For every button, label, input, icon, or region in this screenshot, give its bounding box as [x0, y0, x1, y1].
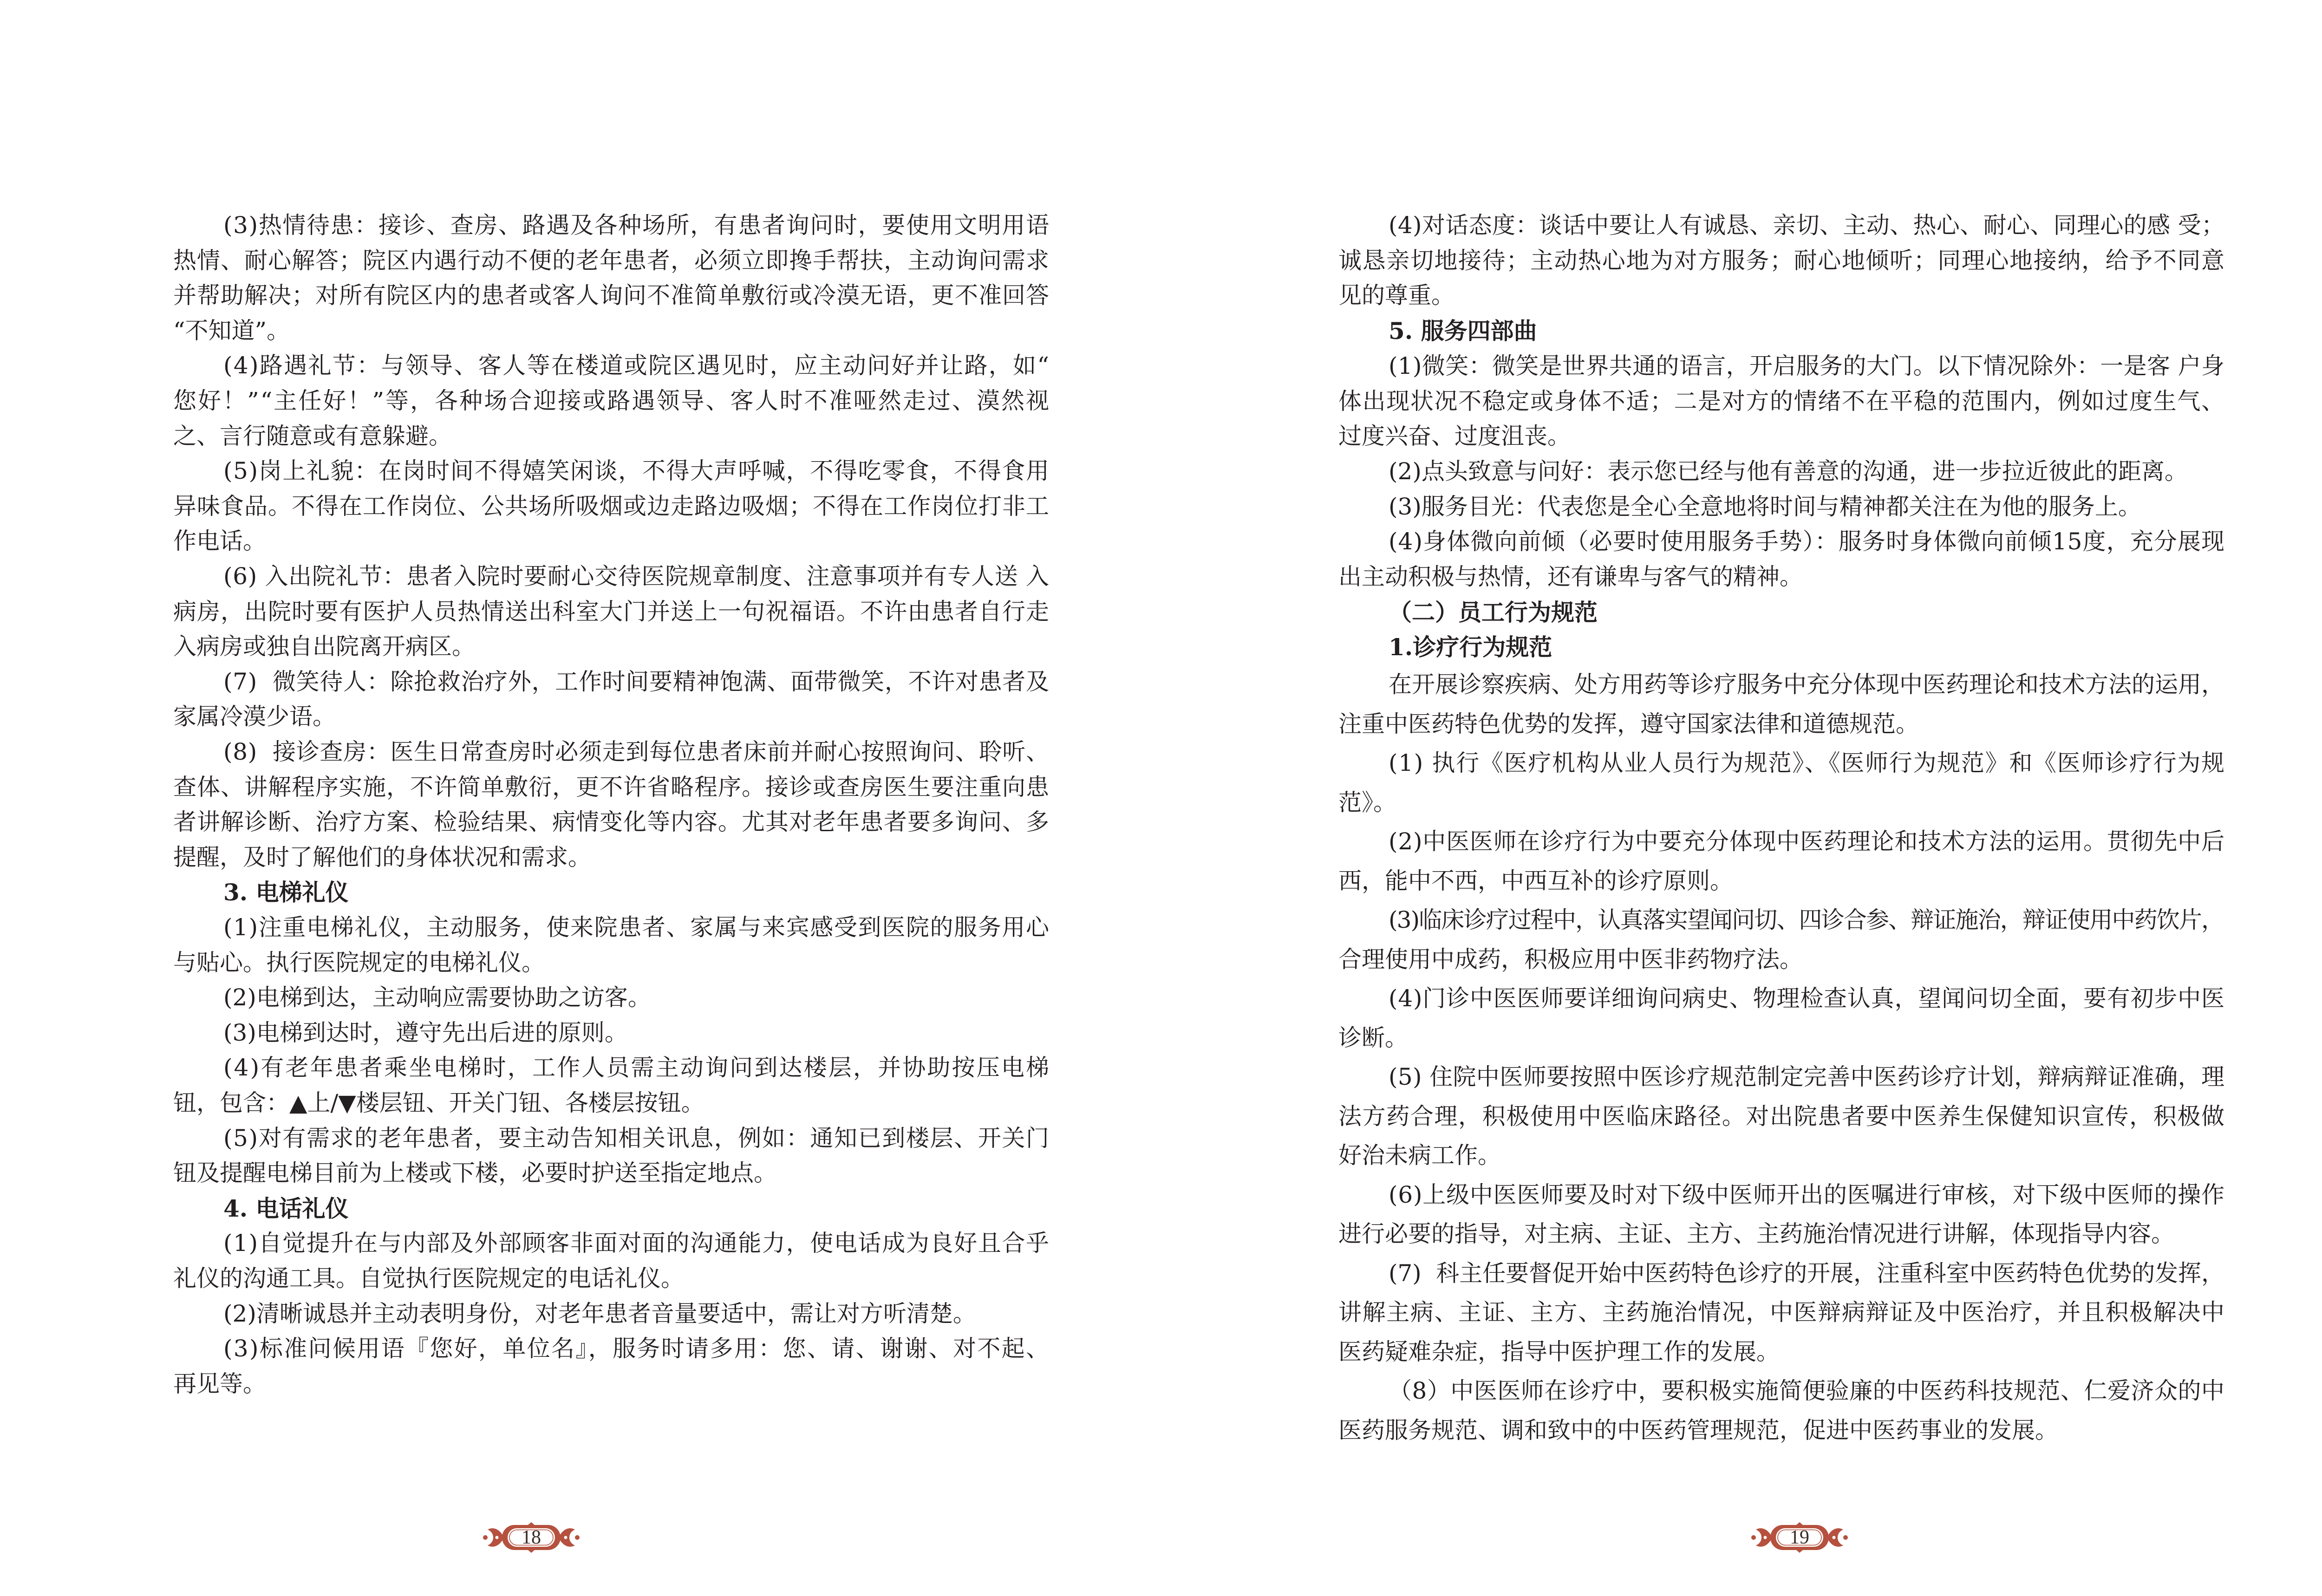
heading-text: 4. 电话礼仪 — [223, 1194, 349, 1222]
heading-text: （二）员工行为规范 — [1389, 598, 1598, 626]
text-line: 医药服务规范、调和致中的中医药管理规范，促进中医药事业的发展。 — [1338, 1416, 2058, 1444]
text-line: 钮，包含：▲上/▼楼层钮、开关门钮、各楼层按钮。 — [173, 1089, 704, 1116]
text-line: 好治未病工作。 — [1338, 1142, 1501, 1169]
text-line: 热情、耐心解答；院区内遇行动不便的老年患者，必须立即搀手帮扶，主动询问需求 — [173, 247, 1050, 274]
text-line: (5) 住院中医师要按照中医诊疗规范制定完善中医药诊疗计划，辩病辩证准确，理 — [1389, 1063, 2225, 1091]
page-number: 19 — [1790, 1527, 1809, 1548]
text-line: (4)门诊中医医师要详细询问病史、物理检查认真，望闻问切全面，要有初步中医 — [1389, 985, 2225, 1012]
heading-text: 5. 服务四部曲 — [1389, 317, 1537, 345]
text-line: 并帮助解决；对所有院区内的患者或客人询问不准简单敷衍或冷漠无语，更不准回答 — [173, 282, 1050, 309]
text-line: 法方药合理，积极使用中医临床路径。对出院患者要中医养生保健知识宣传，积极做 — [1338, 1102, 2225, 1130]
text-line: 再见等。 — [173, 1370, 266, 1397]
text-line: (4)身体微向前倾（必要时使用服务手势）：服务时身体微向前倾15度，充分展现 — [1389, 528, 2225, 555]
text-line: (2)中医医师在诊疗行为中要充分体现中医药理论和技术方法的运用。贯彻先中后 — [1389, 828, 2225, 855]
page-number: 18 — [522, 1527, 541, 1548]
text-line: 范》。 — [1338, 788, 1396, 816]
text-line: 合理使用中成药，积极应用中医非药物疗法。 — [1338, 945, 1803, 973]
text-line: (3)临床诊疗过程中，认真落实望闻问切、四诊合参、辩证施治，辩证使用中药饮片， — [1389, 906, 2224, 934]
text-line: (7) 科主任要督促开始中医药特色诊疗的开展，注重科室中医药特色优势的发挥， — [1389, 1259, 2224, 1287]
text-line: (1)注重电梯礼仪，主动服务，使来院患者、家属与来宾感受到医院的服务用心 — [223, 914, 1050, 941]
page-number-ornament — [483, 1522, 580, 1553]
text-line: 与贴心。执行医院规定的电梯礼仪。 — [173, 949, 545, 976]
text-line: 家属冷漠少语。 — [173, 703, 336, 730]
text-line: 诊断。 — [1338, 1024, 1408, 1051]
text-line: (5)岗上礼貌：在岗时间不得嬉笑闲谈，不得大声呼喊，不得吃零食，不得食用 — [223, 457, 1050, 485]
text-line: (1)自觉提升在与内部及外部顾客非面对面的沟通能力，使电话成为良好且合乎 — [223, 1230, 1050, 1257]
text-line: 查体、讲解程序实施，不许简单敷衍，更不许省略程序。接诊或查房医生要注重向患 — [173, 773, 1050, 801]
text-line: 讲解主病、主证、主方、主药施治情况，中医辩病辩证及中医治疗，并且积极解决中 — [1338, 1299, 2225, 1326]
text-line: 异味食品。不得在工作岗位、公共场所吸烟或边走路边吸烟；不得在工作岗位打非工 — [173, 492, 1050, 520]
text-line: 诚恳亲切地接待；主动热心地为对方服务；耐心地倾听；同理心地接纳，给予不同意 — [1338, 247, 2225, 274]
text-line: 出主动积极与热情，还有谦卑与客气的精神。 — [1338, 563, 1803, 590]
page-number-ornament — [1751, 1522, 1848, 1553]
text-line: 您好！”“主任好！”等，各种场合迎接或路遇领导、客人时不准哑然走过、漠然视 — [173, 387, 1051, 414]
text-line: (3)电梯到达时，遵守先出后进的原则。 — [223, 1019, 628, 1046]
text-line: 医药疑难杂症，指导中医护理工作的发展。 — [1338, 1338, 1780, 1365]
text-line: 钮及提醒电梯目前为上楼或下楼，必要时护送至指定地点。 — [173, 1160, 777, 1187]
page-right-text — [1168, 0, 2322, 1596]
text-line: (1) 执行《医疗机构从业人员行为规范》、《医师行为规范》和《医师诊疗行为规 — [1389, 749, 2225, 777]
text-line: 见的尊重。 — [1338, 282, 1455, 309]
text-line: 在开展诊察疾病、处方用药等诊疗服务中充分体现中医药理论和技术方法的运用， — [1389, 671, 2224, 698]
text-line: (4)路遇礼节：与领导、客人等在楼道或院区遇见时，应主动问好并让路，如“ — [223, 352, 1050, 379]
heading-text: 1.诊疗行为规范 — [1389, 633, 1552, 661]
text-line: （8）中医医师在诊疗中，要积极实施简便验廉的中医药科技规范、仁爱济众的中 — [1389, 1377, 2225, 1405]
text-line: (5)对有需求的老年患者，要主动告知相关讯息，例如：通知已到楼层、开关门 — [223, 1124, 1050, 1152]
text-line: 之、言行随意或有意躲避。 — [173, 422, 452, 449]
heading-text: 3. 电梯礼仪 — [223, 879, 349, 906]
text-line: 者讲解诊断、治疗方案、检验结果、病情变化等内容。尤其对老年患者要多询问、多 — [173, 808, 1050, 836]
text-line: “不知道”。 — [173, 317, 290, 344]
text-line: (8) 接诊查房：医生日常查房时必须走到每位患者床前并耐心按照询问、聆听、 — [223, 738, 1050, 765]
text-line: 病房，出院时要有医护人员热情送出科室大门并送上一句祝福语。不许由患者自行走 — [173, 598, 1050, 625]
text-line: 注重中医药特色优势的发挥，遵守国家法律和道德规范。 — [1338, 710, 1919, 737]
text-line: 入病房或独自出院离开病区。 — [173, 633, 475, 660]
text-line: (2)清晰诚恳并主动表明身份，对老年患者音量要适中，需让对方听清楚。 — [223, 1300, 976, 1327]
text-line: (3)热情待患：接诊、查房、路遇及各种场所，有患者询问时，要使用文明用语 — [223, 212, 1050, 239]
text-line: (3)服务目光：代表您是全心全意地将时间与精神都关注在为他的服务上。 — [1389, 493, 2141, 520]
text-line: 进行必要的指导，对主病、主证、主方、主药施治情况进行讲解，体现指导内容。 — [1338, 1220, 2174, 1248]
text-line: 过度兴奋、过度沮丧。 — [1338, 423, 1571, 450]
text-line: (6) 入出院礼节：患者入院时要耐心交待医院规章制度、注意事项并有专人送 入 — [223, 563, 1050, 590]
text-line: (6)上级中医医师要及时对下级中医师开出的医嘱进行审核，对下级中医师的操作 — [1389, 1181, 2225, 1208]
text-line: (3)标准问候用语『您好，单位名』，服务时请多用：您、请、谢谢、对不起、 — [223, 1335, 1050, 1362]
text-line: (7) 微笑待人：除抢救治疗外，工作时间要精神饱满、面带微笑，不许对患者及 — [223, 668, 1050, 695]
text-line: 西，能中不西，中西互补的诊疗原则。 — [1338, 867, 1733, 894]
text-line: (4)有老年患者乘坐电梯时，工作人员需主动询问到达楼层，并协助按压电梯 — [223, 1054, 1051, 1081]
text-line: (1)微笑：微笑是世界共通的语言，开启服务的大门。以下情况除外：一是客 户身 — [1389, 352, 2225, 379]
text-line: 提醒，及时了解他们的身体状况和需求。 — [173, 843, 591, 871]
text-line: 体出现状况不稳定或身体不适；二是对方的情绪不在平稳的范围内，例如过度生气、 — [1338, 387, 2225, 415]
text-line: 礼仪的沟通工具。自觉执行医院规定的电话礼仪。 — [173, 1265, 684, 1292]
text-line: (4)对话态度：谈话中要让人有诚恳、亲切、主动、热心、耐心、同理心的感 受； — [1389, 212, 2225, 239]
text-line: 作电话。 — [173, 528, 266, 555]
text-line: (2)电梯到达，主动响应需要协助之访客。 — [223, 984, 651, 1011]
text-line: (2)点头致意与问好：表示您已经与他有善意的沟通，进一步拉近彼此的距离。 — [1389, 457, 2188, 485]
page-right — [1168, 0, 2322, 1596]
